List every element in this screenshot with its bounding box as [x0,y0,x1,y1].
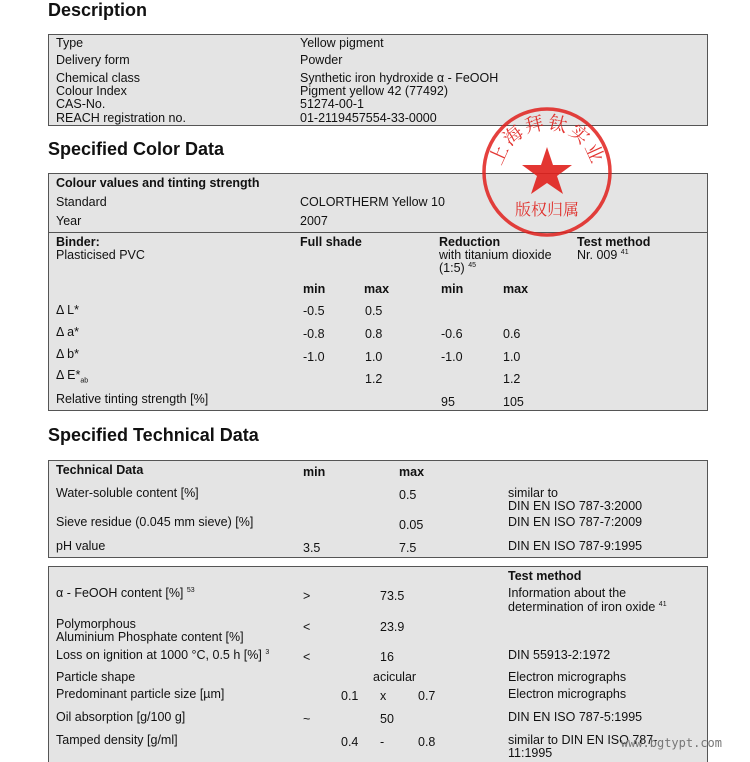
poly-label2: Aluminium Phosphate content [%] [56,630,244,644]
feooh-value: 73.5 [380,589,405,603]
year-value: 2007 [300,214,328,228]
type-label: Type [56,36,84,50]
colour-index-label: Colour Index [56,84,127,98]
de-full-max: 1.2 [365,372,383,386]
color-data-heading: Specified Color Data [48,139,225,159]
chemical-class-value: Synthetic iron hydroxide α - FeOOH [300,71,499,85]
test-method-header-2: Test method [508,569,582,583]
tech-max-header: max [399,465,425,479]
da-full-min: -0.8 [303,327,325,341]
feooh-method2: determination of iron oxide $^{41}$ [508,600,667,614]
sieve-residue-max: 0.05 [399,518,424,532]
watermark: www.bgtypt.com [620,736,722,750]
binder-value: Plasticised PVC [56,248,145,262]
de-red-max: 1.2 [503,372,521,386]
tamped-dash: - [380,735,385,749]
loss-method: DIN 55913-2:1972 [508,648,611,662]
water-soluble-max: 0.5 [399,488,417,502]
seal-text: 上海拜钛实业 [485,111,609,169]
oil-value: 50 [380,712,394,726]
feooh-label: α - FeOOH content [%] $^{53}$ [56,586,195,600]
db-red-max: 1.0 [503,350,521,364]
colour-index-value: Pigment yellow 42 (77492) [300,84,448,98]
company-seal-stamp [480,105,614,239]
da-red-max: 0.6 [503,327,521,341]
reduction-ratio: (1:5) $^{45}$ [439,261,476,275]
tinting-red-max: 105 [503,395,524,409]
standard-value: COLORTHERM Yellow 10 [300,195,445,209]
ph-method: DIN EN ISO 787-9:1995 [508,539,643,553]
reach-value: 01-2119457554-33-0000 [300,111,437,125]
feooh-op: > [303,589,311,603]
test-method-value: Nr. 009 $^{41}$ [577,248,629,262]
technical-data-heading: Specified Technical Data [48,425,259,445]
oil-op: ~ [303,712,311,726]
shape-value: acicular [373,670,417,684]
full-min-header: min [303,282,326,296]
db-label: Δ b* [56,347,79,361]
size-min: 0.1 [341,689,359,703]
standard-label: Standard [56,195,107,209]
full-shade-header: Full shade [300,235,362,249]
full-max-header: max [364,282,390,296]
water-soluble-label: Water-soluble content [%] [56,486,199,500]
seal-star-icon [522,147,572,194]
delivery-form-label: Delivery form [56,53,130,67]
technical-data-subheading: Technical Data [56,463,144,477]
size-max: 0.7 [418,689,436,703]
dl-label: Δ L* [56,303,79,317]
tamped-method2: 11:1995 [508,746,553,760]
poly-label1: Polymorphous [56,617,136,631]
tamped-method1: similar to DIN EN ISO 787- [508,733,658,747]
size-x: x [380,689,387,703]
chemical-class-label: Chemical class [56,71,141,85]
year-label: Year [56,214,82,228]
loss-op: < [303,650,311,664]
oil-method: DIN EN ISO 787-5:1995 [508,710,643,724]
sieve-residue-label: Sieve residue (0.045 mm sieve) [%] [56,515,254,529]
description-heading: Description [48,0,148,20]
tamped-label: Tamped density [g/ml] [56,733,178,747]
tech-min-header: min [303,465,326,479]
type-value: Yellow pigment [300,36,384,50]
seal-bottom-text: 版权归属 [514,200,580,219]
de-label: Δ $E*_{ab}$ [56,368,89,385]
reduction-header: Reduction [439,235,501,249]
delivery-form-value: Powder [300,53,343,67]
ph-max: 7.5 [399,541,417,555]
loss-value: 16 [380,650,394,664]
tinting-strength-label: Relative tinting strength [%] [56,392,209,406]
poly-op: < [303,620,311,634]
dl-full-min: -0.5 [303,304,325,318]
poly-value: 23.9 [380,620,405,634]
reach-label: REACH registration no. [56,111,186,125]
red-min-header: min [441,282,464,296]
tamped-max: 0.8 [418,735,436,749]
test-method-header: Test method [577,235,651,249]
dl-full-max: 0.5 [365,304,383,318]
db-red-min: -1.0 [441,350,463,364]
water-soluble-method2: DIN EN ISO 787-3:2000 [508,499,643,513]
cas-value: 51274-00-1 [300,97,364,111]
size-method: Electron micrographs [508,687,627,701]
loss-label: Loss on ignition at 1000 °C, 0.5 h [%] $^3$ [56,648,270,662]
da-red-min: -0.6 [441,327,463,341]
ph-min: 3.5 [303,541,321,555]
oil-label: Oil absorption [g/100 g] [56,710,186,724]
colour-values-heading: Colour values and tinting strength [56,176,260,190]
tamped-min: 0.4 [341,735,359,749]
tinting-red-min: 95 [441,395,455,409]
water-soluble-method1: similar to [508,486,559,500]
shape-label: Particle shape [56,670,136,684]
size-label: Predominant particle size [µm] [56,687,225,701]
ph-label: pH value [56,539,106,553]
cas-label: CAS-No. [56,97,106,111]
da-label: Δ a* [56,325,79,339]
shape-method: Electron micrographs [508,670,627,684]
da-full-max: 0.8 [365,327,383,341]
sieve-residue-method: DIN EN ISO 787-7:2009 [508,515,643,529]
db-full-min: -1.0 [303,350,325,364]
db-full-max: 1.0 [365,350,383,364]
feooh-method1: Information about the [508,586,627,600]
binder-label: Binder: [56,235,100,249]
red-max-header: max [503,282,529,296]
reduction-note: with titanium dioxide [439,248,552,262]
